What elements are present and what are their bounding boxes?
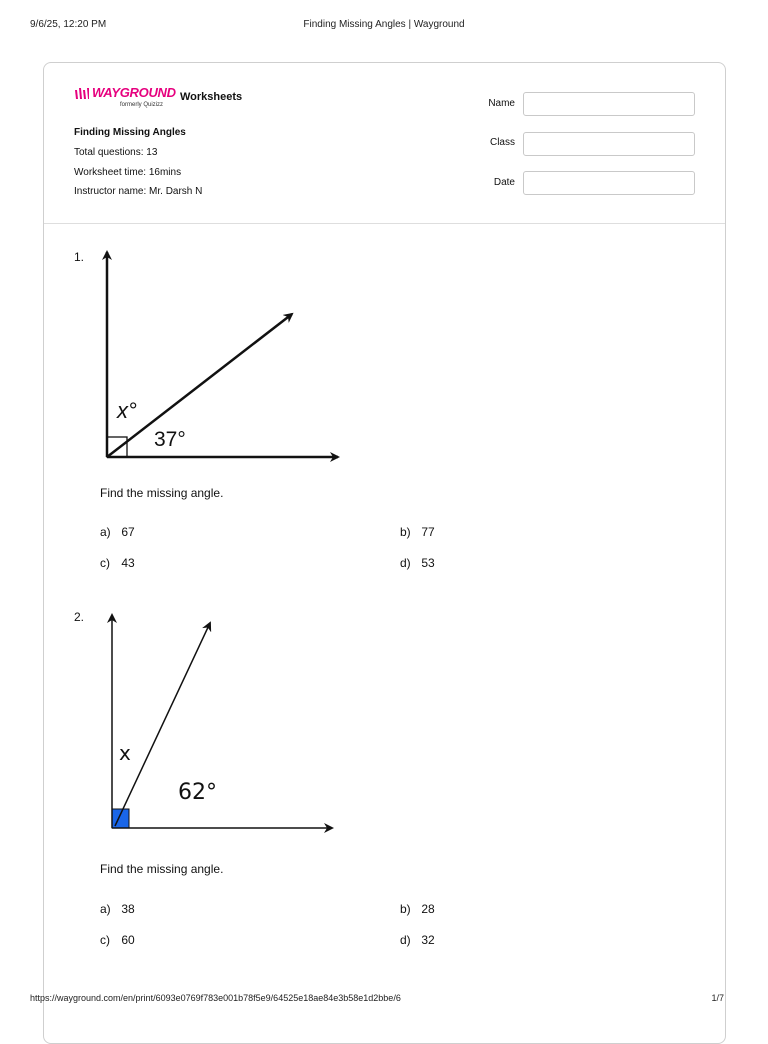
variable-angle-label: x bbox=[119, 741, 131, 765]
option-value: 38 bbox=[121, 902, 135, 916]
class-field[interactable] bbox=[523, 132, 695, 156]
question-2-number: 2. bbox=[74, 610, 85, 624]
option-letter: c) bbox=[100, 933, 110, 947]
question-1-option-b[interactable] bbox=[400, 525, 435, 539]
option-letter: d) bbox=[400, 556, 411, 570]
print-title: Finding Missing Angles | Wayground bbox=[303, 19, 465, 30]
print-footer bbox=[30, 993, 738, 1007]
question-1-option-a[interactable] bbox=[100, 525, 135, 539]
question-2-figure bbox=[95, 605, 345, 840]
brand-name: WAYGROUND bbox=[92, 85, 176, 100]
worksheet-header bbox=[44, 63, 725, 224]
option-letter: d) bbox=[400, 933, 411, 947]
name-label: Name bbox=[488, 98, 515, 109]
print-url: https://wayground.com/en/print/6093e0769f783e001b78f5e9/64525e18ae84e3b58e1d2bbe/6 bbox=[30, 993, 401, 1003]
section-label: Worksheets bbox=[180, 91, 243, 103]
option-value: 67 bbox=[121, 525, 135, 539]
logo-mark-icon bbox=[74, 88, 90, 100]
question-1-figure bbox=[90, 240, 350, 470]
class-label: Class bbox=[489, 137, 515, 148]
question-2-option-c[interactable] bbox=[100, 933, 135, 947]
question-2-option-a[interactable] bbox=[100, 902, 135, 916]
wayground-logo bbox=[74, 85, 174, 109]
date-label: Date bbox=[493, 177, 515, 188]
option-letter: a) bbox=[100, 525, 111, 539]
question-1-option-d[interactable] bbox=[400, 556, 435, 570]
worksheet-time: Worksheet time: 16mins bbox=[74, 167, 182, 178]
option-letter: b) bbox=[400, 525, 411, 539]
question-2-option-b[interactable] bbox=[400, 902, 435, 916]
question-1-number: 1. bbox=[74, 250, 85, 264]
known-angle-label: 62° bbox=[178, 780, 217, 805]
total-questions: Total questions: 13 bbox=[74, 147, 158, 158]
variable-angle-label: x° bbox=[117, 398, 137, 423]
instructor-name: Instructor name: Mr. Darsh N bbox=[74, 186, 203, 197]
date-field[interactable] bbox=[523, 171, 695, 195]
print-header bbox=[30, 19, 738, 33]
print-date: 9/6/25, 12:20 PM bbox=[30, 19, 107, 30]
page-number: 1/7 bbox=[711, 993, 724, 1003]
option-letter: a) bbox=[100, 902, 111, 916]
option-value: 28 bbox=[421, 902, 435, 916]
option-letter: c) bbox=[100, 556, 110, 570]
known-angle-label: 37° bbox=[154, 428, 186, 451]
right-angle-marker bbox=[112, 809, 129, 828]
question-2-option-d[interactable] bbox=[400, 933, 435, 947]
question-2-prompt: Find the missing angle. bbox=[100, 862, 224, 876]
brand-tagline: formerly Quizizz bbox=[120, 102, 164, 108]
name-field[interactable] bbox=[523, 92, 695, 116]
diagonal-ray bbox=[107, 314, 292, 457]
question-1-option-c[interactable] bbox=[100, 556, 135, 570]
option-value: 60 bbox=[121, 933, 135, 947]
worksheet-card bbox=[43, 62, 726, 1044]
question-1-prompt: Find the missing angle. bbox=[100, 486, 224, 500]
option-value: 53 bbox=[421, 556, 435, 570]
worksheet-title: Finding Missing Angles bbox=[74, 127, 186, 138]
option-letter: b) bbox=[400, 902, 411, 916]
option-value: 77 bbox=[421, 525, 435, 539]
option-value: 43 bbox=[121, 556, 135, 570]
option-value: 32 bbox=[421, 933, 435, 947]
